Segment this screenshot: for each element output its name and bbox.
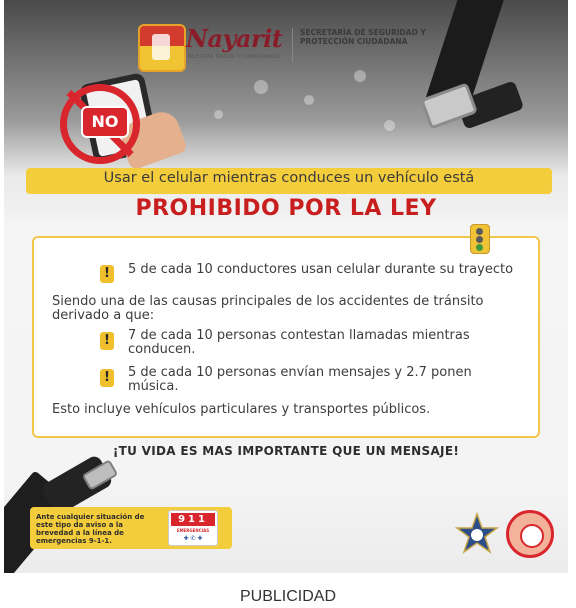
brand-tagline: NUESTRA RAZÓN Y COMPROMISO: [188, 54, 280, 60]
emergency-notice-text: Ante cualquier situación de este tipo da aviso a la brevedad a la línea de emergencias 9-1-1.: [36, 513, 145, 545]
no-sign-label: NO: [81, 106, 129, 138]
civil-protection-badge-icon: [506, 510, 554, 558]
headline-text: Usar el celular mientras conduces un vehículo está: [103, 170, 475, 186]
bokeh-light: [214, 110, 223, 119]
traffic-light-lamp: [476, 244, 483, 251]
bokeh-light: [384, 120, 395, 131]
closing-note: Esto incluye vehículos particulares y transportes públicos.: [52, 402, 431, 417]
bokeh-light: [304, 95, 314, 105]
publicidad-caption: PUBLICIDAD: [239, 588, 337, 605]
fact-llamadas: 7 de cada 10 personas contestan llamadas mientras conducen.: [128, 328, 470, 357]
emergency-card-label: EMERGENCIAS: [176, 528, 210, 533]
slogan: ¡TU VIDA ES MAS IMPORTANTE QUE UN MENSAJE!: [112, 444, 460, 458]
traffic-light-icon: [470, 224, 490, 254]
intro-causas: Siendo una de las causas principales de los accidentes de tránsito derivado a que:: [52, 294, 484, 323]
logo-divider: [292, 28, 293, 62]
emergency-services-icons: ✚ ✆ ✚: [183, 535, 203, 542]
traffic-light-lamp: [476, 228, 483, 235]
brand-wordmark: Nayarit: [186, 24, 283, 53]
emergency-911-card: [168, 510, 218, 546]
police-star-badge-icon: [454, 512, 500, 558]
fact-mensajes: 5 de cada 10 personas envían mensajes y 2.7 ponen música.: [128, 365, 472, 394]
emergency-number: 911: [171, 513, 215, 526]
warning-icon: !: [100, 369, 114, 387]
advertisement-poster[interactable]: [4, 0, 568, 573]
bokeh-light: [354, 70, 366, 82]
bokeh-light: [254, 80, 268, 94]
secretaria-label: SECRETARÍA DE SEGURIDAD Y PROTECCIÓN CIUDADANA: [300, 28, 426, 46]
warning-icon: !: [100, 265, 114, 283]
fact-conductores: 5 de cada 10 conductores usan celular durante su trayecto: [128, 262, 514, 277]
traffic-light-lamp: [476, 236, 483, 243]
nayarit-shield-logo: [138, 24, 186, 72]
prohibido-title: PROHIBIDO POR LA LEY: [135, 196, 437, 221]
warning-icon: !: [100, 332, 114, 350]
